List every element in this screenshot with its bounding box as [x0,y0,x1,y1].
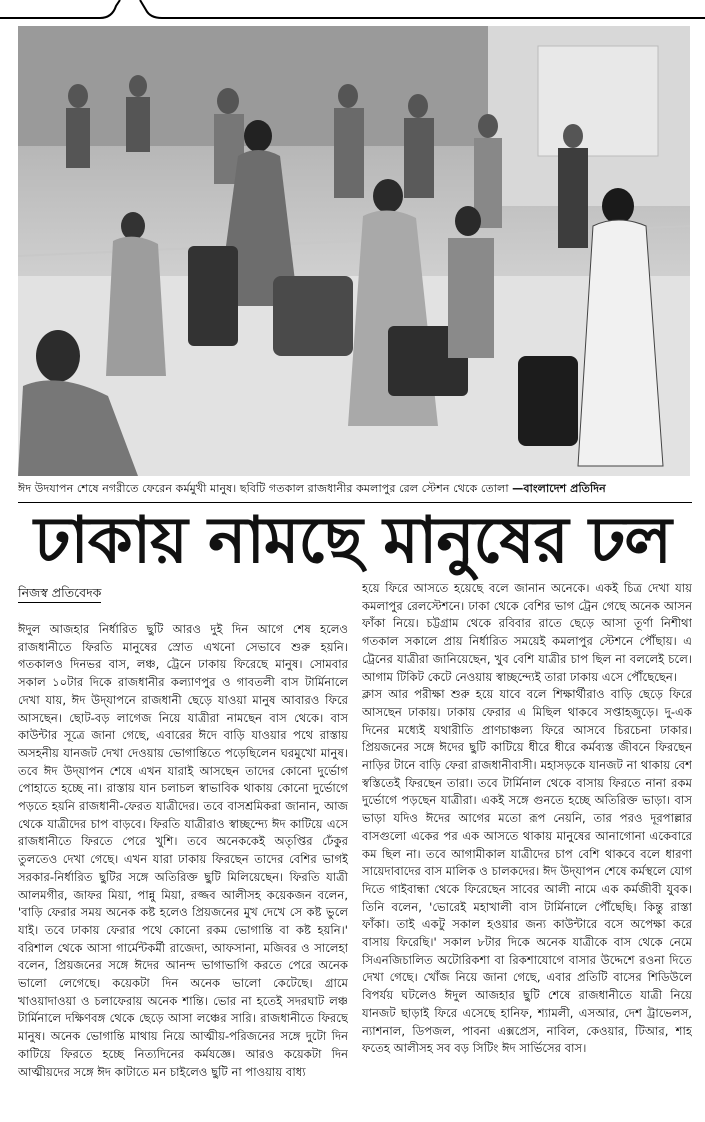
right-column-paragraph-2: ক্লাস আর পরীক্ষা শুরু হয়ে যাবে বলে শিক্ষার্থীরাও বাড়ি ছেড়ে ফিরে আসছেন ঢাকায়। ঢাকায় ফেরার এ মিছিল থাকবে সপ্তাহজুড়ে। দু-এক দিনের মধ্যেই যথারীতি প্রাণচাঞ্চল্য ফিরে আসবে চিরচেনা ঢাকার। প্রিয়জনের সঙ্গে ঈদের ছুটি কাটিয়ে ধীরে ধীরে কর্মব্যস্ত জীবনে ফিরছেন নাড়ির টানে বাড়ি ফেরা রাজধানীবাসী। মহাসড়কে যানজট না থাকায় বেশ স্বস্তিতেই ফিরছেন তারা। তবে টার্মিনাল থেকে বাসায় ফিরতে নানা রকম দুর্ভোগে পড়ছেন যাত্রীরা। একই সঙ্গে গুনতে হচ্ছে অতিরিক্ত ভাড়া। বাস ভাড়া যদিও ঈদের আগের মতো রূপ নেয়নি, তার পরও দূরপাল্লার বাসগুলো একের পর এক আসতে থাকায় মানুষের আনাগোনা একেবারে কম ছিল না। তবে আগামীকাল যাত্রীদের চাপ বেশি থাকবে বলে ধারণা সায়েদাবাদের বাস মালিক ও চালকদের। ঈদ উদ্‌যাপন শেষে কর্মস্থলে যোগ দিতে গাইবান্ধা থেকে ফিরেছেন সাবের আলী নামে এক কর্মজীবী যুবক। তিনি বলেন, 'ভোরেই মহাখালী বাস টার্মিনালে পৌঁছেছি। কিন্তু রাস্তা ফাঁকা। তাই একটু সকাল হওয়ার জন্য কাউন্টারে বসে অপেক্ষা করে বাসায় ফিরেছি।' সকাল ৮টার দিকে অনেক যাত্রীকে বাস থেকে নেমে সিএনজিচালিত অটোরিকশা বা রিকশাযোগে বাসার উদ্দেশে রওনা দিতে দেখা গেছে। খোঁজ নিয়ে জানা গেছে, এবার প্রতিটি বাসের শিডিউলে বিপর্যয় ঘটলেও ঈদুল আজহার ছুটি শেষে রাজধানীতে যাত্রী নিয়ে যানজট ছাড়াই ফিরে এসেছে হানিফ, শ্যামলী, এসআর, দেশ ট্রাভেলস, ন্যাশনাল, ডিপজল, পাবনা এক্সপ্রেস, নাবিল, কেওয়ার, টিআর, শাহ ফতেহ আলীসহ সব বড় সিটিং ঈদ সার্ভিসের বাস। [362,687,692,1056]
photo-credit: —বাংলাদেশ প্রতিদিন [512,482,606,495]
news-photo [18,26,690,476]
byline: নিজস্ব প্রতিবেদক [18,584,101,603]
crowd-illustration [18,26,690,476]
article-column-right [362,580,692,1120]
article-column-left [18,621,348,1121]
left-column-text: ঈদুল আজহার নির্ধারিত ছুটি আরও দুই দিন আগে শেষ হলেও রাজধানীতে ফিরতি মানুষের স্রোত এখনো সেভাবে শুরু হয়নি। গতকালও দিনভর বাস, লঞ্চ, ট্রেনে ঢাকায় ফিরেছে মানুষ। সোমবার সকাল ১০টার দিকে রাজধানীর কল্যাণপুর ও গাবতলী বাস টার্মিনালে দেখা যায়, ঈদ উদ্‌যাপনে রাজধানী ছেড়ে যাওয়া মানুষ আবারও ফিরে আসছেন। ছোট-বড় লাগেজ নিয়ে যাত্রীরা নামছেন বাস থেকে। বাস কাউন্টার সূত্রে জানা গেছে, এবারের ঈদে বাড়ি যাওয়ার পথে রাস্তায় অসহনীয় যানজট দেখা দেওয়ায় ভোগান্তিতে পড়েছিলেন ঘরমুখো মানুষ। তবে ঈদ উদ্‌যাপন শেষে এখন যারাই আসছেন তাদের কোনো দুর্ভোগ পোহাতে হচ্ছে না। রাস্তায় যান চলাচল স্বাভাবিক থাকায় কোনো দুর্ভোগে পড়তে হয়নি রাজধানী-ফেরত যাত্রীদের। তবে বাসশ্রমিকরা জানান, আজ থেকে যাত্রীদের চাপ বাড়বে। ফিরতি যাত্রীরাও স্বাচ্ছন্দ্যে ঈদ কাটিয়ে এসে রাজধানীতে ফিরতে পেরে খুশি। তবে অনেককেই অতৃপ্তির ঢেঁকুর তুলতেও দেখা গেছে। এখন যারা ঢাকায় ফিরছেন তাদের বেশির ভাগই সরকার-নির্ধারিত ছুটির সঙ্গে অতিরিক্ত ছুটি মিলিয়েছেন। ফিরতি যাত্রী আলমগীর, জাফর মিয়া, পান্নু মিয়া, রজ্জব আলীসহ কয়েকজন বলেন, 'বাড়ি ফেরার সময় অনেক কষ্ট হলেও প্রিয়জনের মুখ দেখে সে কষ্ট ভুলে যাই। তবে ঢাকায় ফেরার পথে কোনো রকম ভোগান্তি বা কষ্ট হয়নি।' বরিশাল থেকে আসা গার্মেন্টকর্মী রাজেদা, আফসানা, মজিবর ও সালেহা বলেন, প্রিয়জনের সঙ্গে ঈদের আনন্দ ভাগাভাগি করতে পেরে অনেক ভালো লেগেছে। কয়েকটা দিন অনেক ভালো কেটেছে। গ্রামে খাওয়াদাওয়া ও চলাফেরায় অনেক শান্তি। ভোর না হতেই সদরঘাট লঞ্চ টার্মিনালে দক্ষিণবঙ্গ থেকে ছেড়ে আসা লঞ্চের সারি। রাজধানীতে ফিরছে মানুষ। অনেক ভোগান্তি মাথায় নিয়ে আত্মীয়-পরিজনের সঙ্গে দুটো দিন কাটিয়ে ফিরতে হচ্ছে নিত্যদিনের কর্মযজ্ঞে। আরও কয়েকটা দিন আত্মীয়দের সঙ্গে ঈদ কাটাতে মন চাইলেও ছুটি না পাওয়ায় বাধ্য [18,622,348,1079]
photo-caption [18,480,692,498]
headline: ঢাকায় নামছে মানুষের ঢল [34,504,671,578]
caption-text: ঈদ উদযাপন শেষে নগরীতে ফেরেন কর্মমুখী মানুষ। ছবিটি গতকাল রাজধানীর কমলাপুর রেল স্টেশন থেকে তোলা [18,482,509,495]
top-frame-rule [0,0,705,22]
right-column-paragraph-1: হয়ে ফিরে আসতে হয়েছে বলে জানান অনেকে। একই চিত্র দেখা যায় কমলাপুর রেলস্টেশনে। ঢাকা থেকে বেশির ভাগ ট্রেন গেছে অনেক আসন ফাঁকা নিয়ে। চট্টগ্রাম থেকে রবিবার রাতে ছেড়ে আসা তূর্ণা নিশীথা গতকাল সকালে প্রায় নির্ধারিত সময়েই কমলাপুর স্টেশনে পৌঁছায়। এ ট্রেনের যাত্রীরা জানিয়েছেন, খুব বেশি যাত্রীর চাপ ছিল না বললেই চলে। আগাম টিকিট কেটে নেওয়ায় স্বাচ্ছন্দ্যেই তারা ঢাকায় এসে পৌঁছেছেন। [362,581,692,684]
